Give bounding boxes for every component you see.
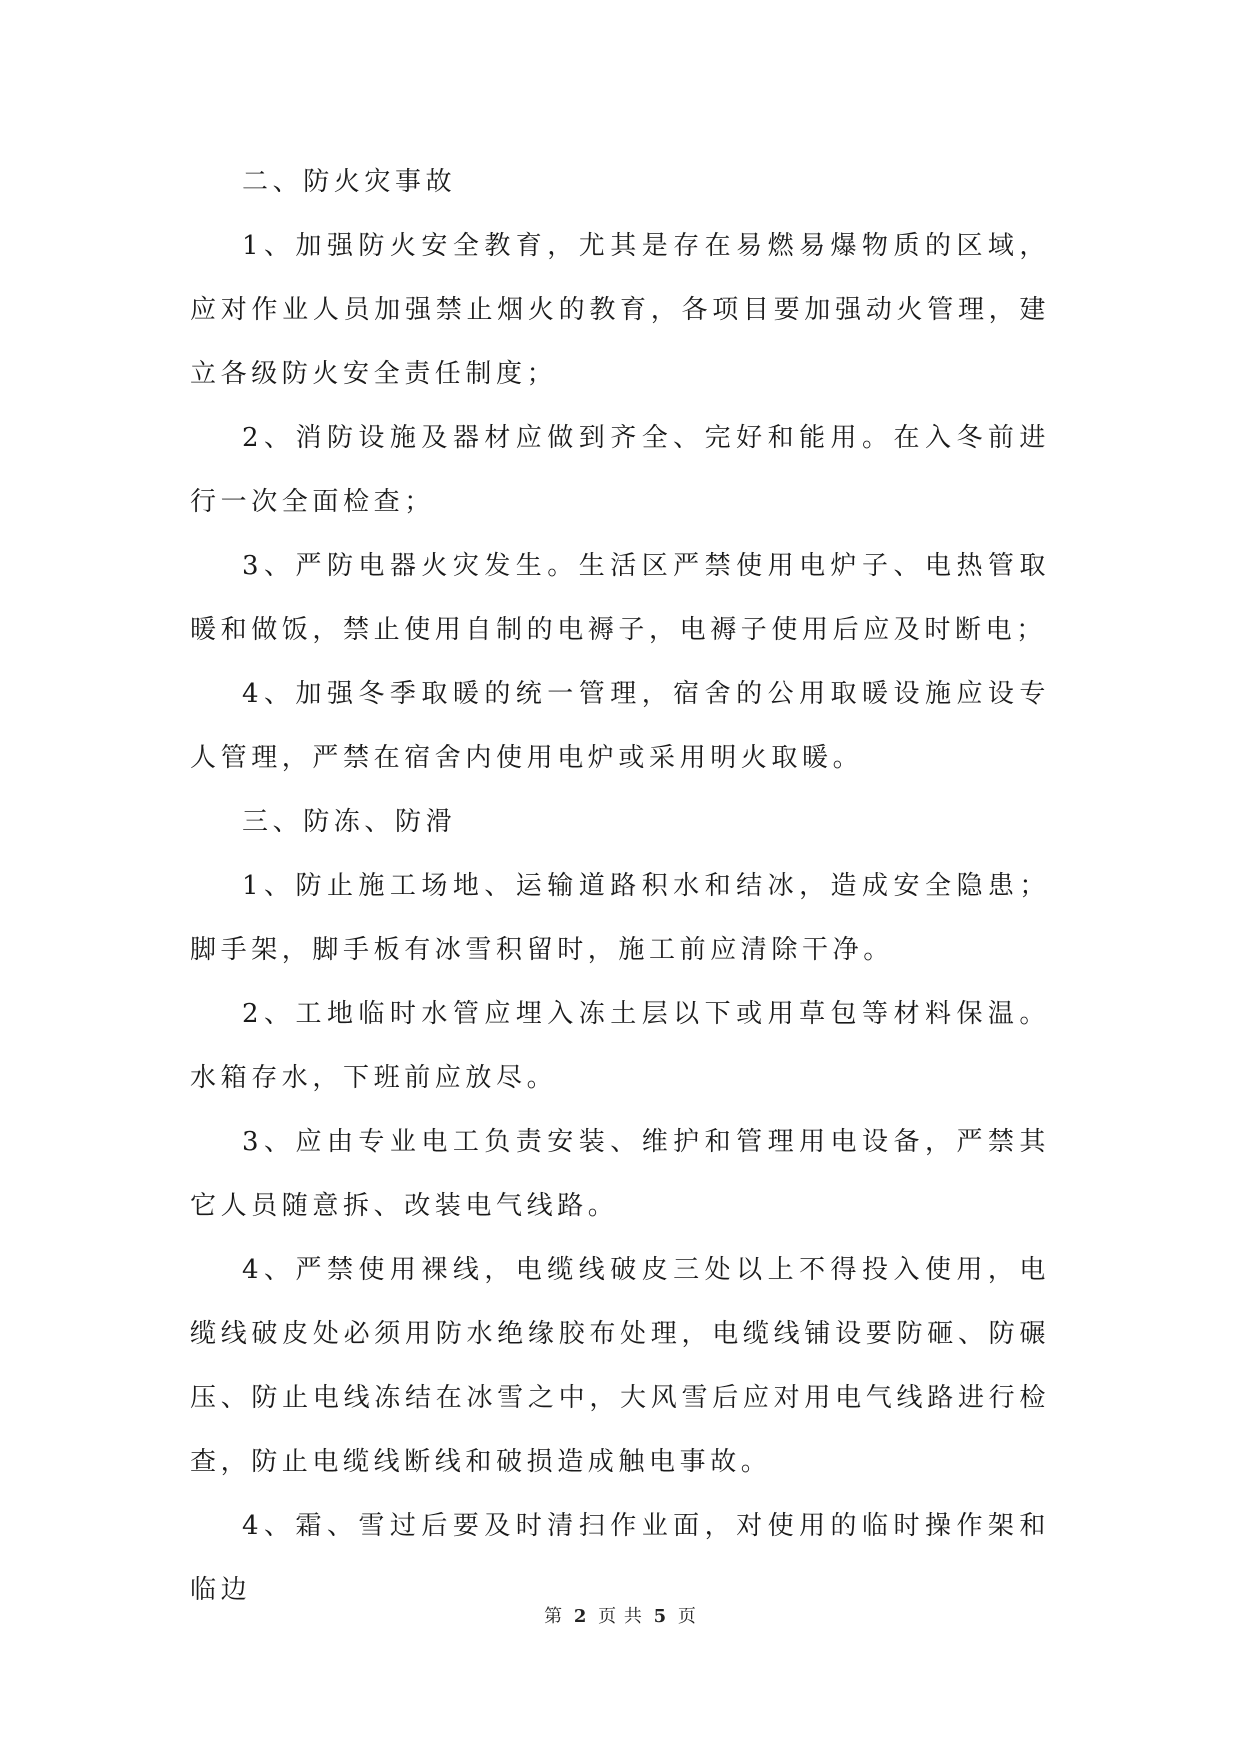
total-pages-number: 5 [653,1606,668,1627]
paragraph: 4、加强冬季取暖的统一管理，宿舍的公用取暖设施应设专人管理，严禁在宿舍内使用电炉或采用明火取暖。 [190,679,1050,773]
paragraph: 1、加强防火安全教育，尤其是存在易燃易爆物质的区域，应对作业人员加强禁止烟火的教育，各项目要加强动火管理，建立各级防火安全责任制度； [190,231,1050,389]
paragraph: 1、防止施工场地、运输道路积水和结冰，造成安全隐患；脚手架，脚手板有冰雪积留时，施工前应清除干净。 [190,871,1050,965]
paragraph: 2、工地临时水管应埋入冻土层以下或用草包等材料保温。水箱存水，下班前应放尽。 [190,999,1050,1093]
footer-suffix: 页 [677,1606,697,1627]
page-footer [0,1602,1241,1628]
section-heading-fire: 二、防火灾事故 [242,167,457,197]
paragraph: 3、严防电器火灾发生。生活区严禁使用电炉子、电热管取暖和做饭，禁止使用自制的电褥子，电褥子使用后应及时断电； [190,551,1050,645]
paragraph: 2、消防设施及器材应做到齐全、完好和能用。在入冬前进行一次全面检查； [190,423,1050,517]
paragraph: 4、严禁使用裸线，电缆线破皮三处以上不得投入使用，电缆线破皮处必须用防水绝缘胶布处理，电缆线铺设要防砸、防碾压、防止电线冻结在冰雪之中，大风雪后应对用电气线路进行检查，防止电缆线断线和破损造成触电事故。 [190,1255,1050,1477]
current-page-number: 2 [573,1606,588,1627]
paragraph: 3、应由专业电工负责安装、维护和管理用电设备，严禁其它人员随意拆、改装电气线路。 [190,1127,1050,1221]
paragraph: 4、霜、雪过后要及时清扫作业面，对使用的临时操作架和临边 [190,1511,1050,1605]
footer-middle: 页 共 [598,1606,643,1627]
section-heading-antifreeze: 三、防冻、防滑 [242,807,457,837]
footer-prefix: 第 [544,1606,564,1627]
document-body [190,150,1050,1622]
